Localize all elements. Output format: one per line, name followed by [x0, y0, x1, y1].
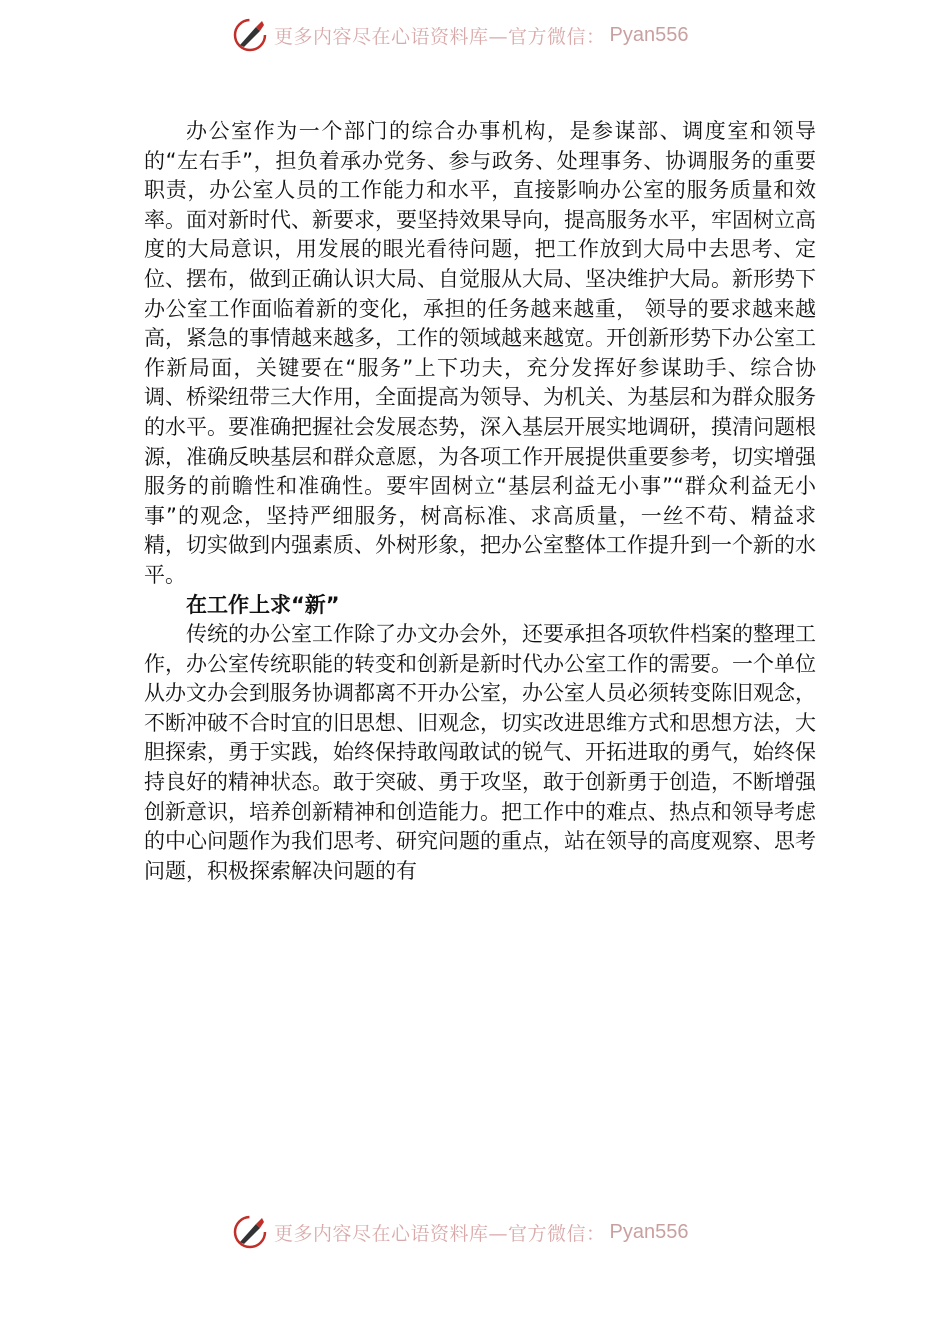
banner-text: 更多内容尽在心语资料库—官方微信： — [274, 1222, 606, 1245]
paragraph: 传统的办公室工作除了办文办会外，还要承担各项软件档案的整理工作，办公室传统职能的转变和创新是新时代办公室工作的需要。一个单位从办文办会到服务协调都离不开办公室，办公室人员必须转变陈旧观念，不断冲破不合时宜的旧思想、旧观念，切实改进思维方式和思想方法，大胆探索，勇于实践，始终保持敢闯敢试的锐气、开拓进取的勇气，始终保持良好的精神状态。敢于突破、勇于攻坚，敢于创新勇于创造，不断增强创新意识，培养创新精神和创造能力。把工作中的难点、热点和领导考虑的中心问题作为我们思考、研究问题的重点，站在领导的高度观察、思考问题，积极探索解决问题的有 — [144, 622, 816, 883]
paragraph: 办公室作为一个部门的综合办事机构，是参谋部、调度室和领导的“左右手”，担负着承办党务、参与政务、处理事务、协调服务的重要职责，办公室人员的工作能力和水平，直接影响办公室的服务质量和效率。面对新时代、新要求，要坚持效果导向，提高服务水平，牢固树立高度的大局意识，用发展的眼光看待问题，把工作放到大局中去思考、定位、摆布，做到正确认识大局、自觉服从大局、坚决维护大局。新形势下办公室工作面临着新的变化，承担的任务越来越重， 领导的要求越来越高，紧急的事情越来越多，工作的领域越来越宽。开创新形势下办公室工作新局面，关键要在“服务”上下功夫，充分发挥好参谋助手、综合协调、桥梁纽带三大作用，全面提高为领导、为机关、为基层和为群众服务的水平。要准确把握社会发展态势，深入基层开展实地调研，摸清问题根源，准确反映基层和群众意愿，为各项工作开展提供重要参考，切实增强服务的前瞻性和准确性。要牢固树立“基层利益无小事”“群众利益无小事”的观念，坚持严细服务，树高标准、求高质量，一丝不苟、精益求精，切实做到内强素质、外树形象，把办公室整体工作提升到一个新的水平。 — [144, 119, 816, 587]
banner-text: 更多内容尽在心语资料库—官方微信： — [274, 25, 606, 48]
header-banner — [232, 15, 688, 55]
section-heading: 在工作上求“新” — [186, 592, 340, 617]
pen-logo-icon — [232, 1214, 268, 1250]
footer-banner — [232, 1212, 688, 1252]
banner-wechat-id: Pyan556 — [609, 1220, 689, 1243]
document-body — [144, 117, 816, 886]
pen-logo-icon — [232, 17, 268, 53]
banner-wechat-id: Pyan556 — [609, 23, 689, 46]
